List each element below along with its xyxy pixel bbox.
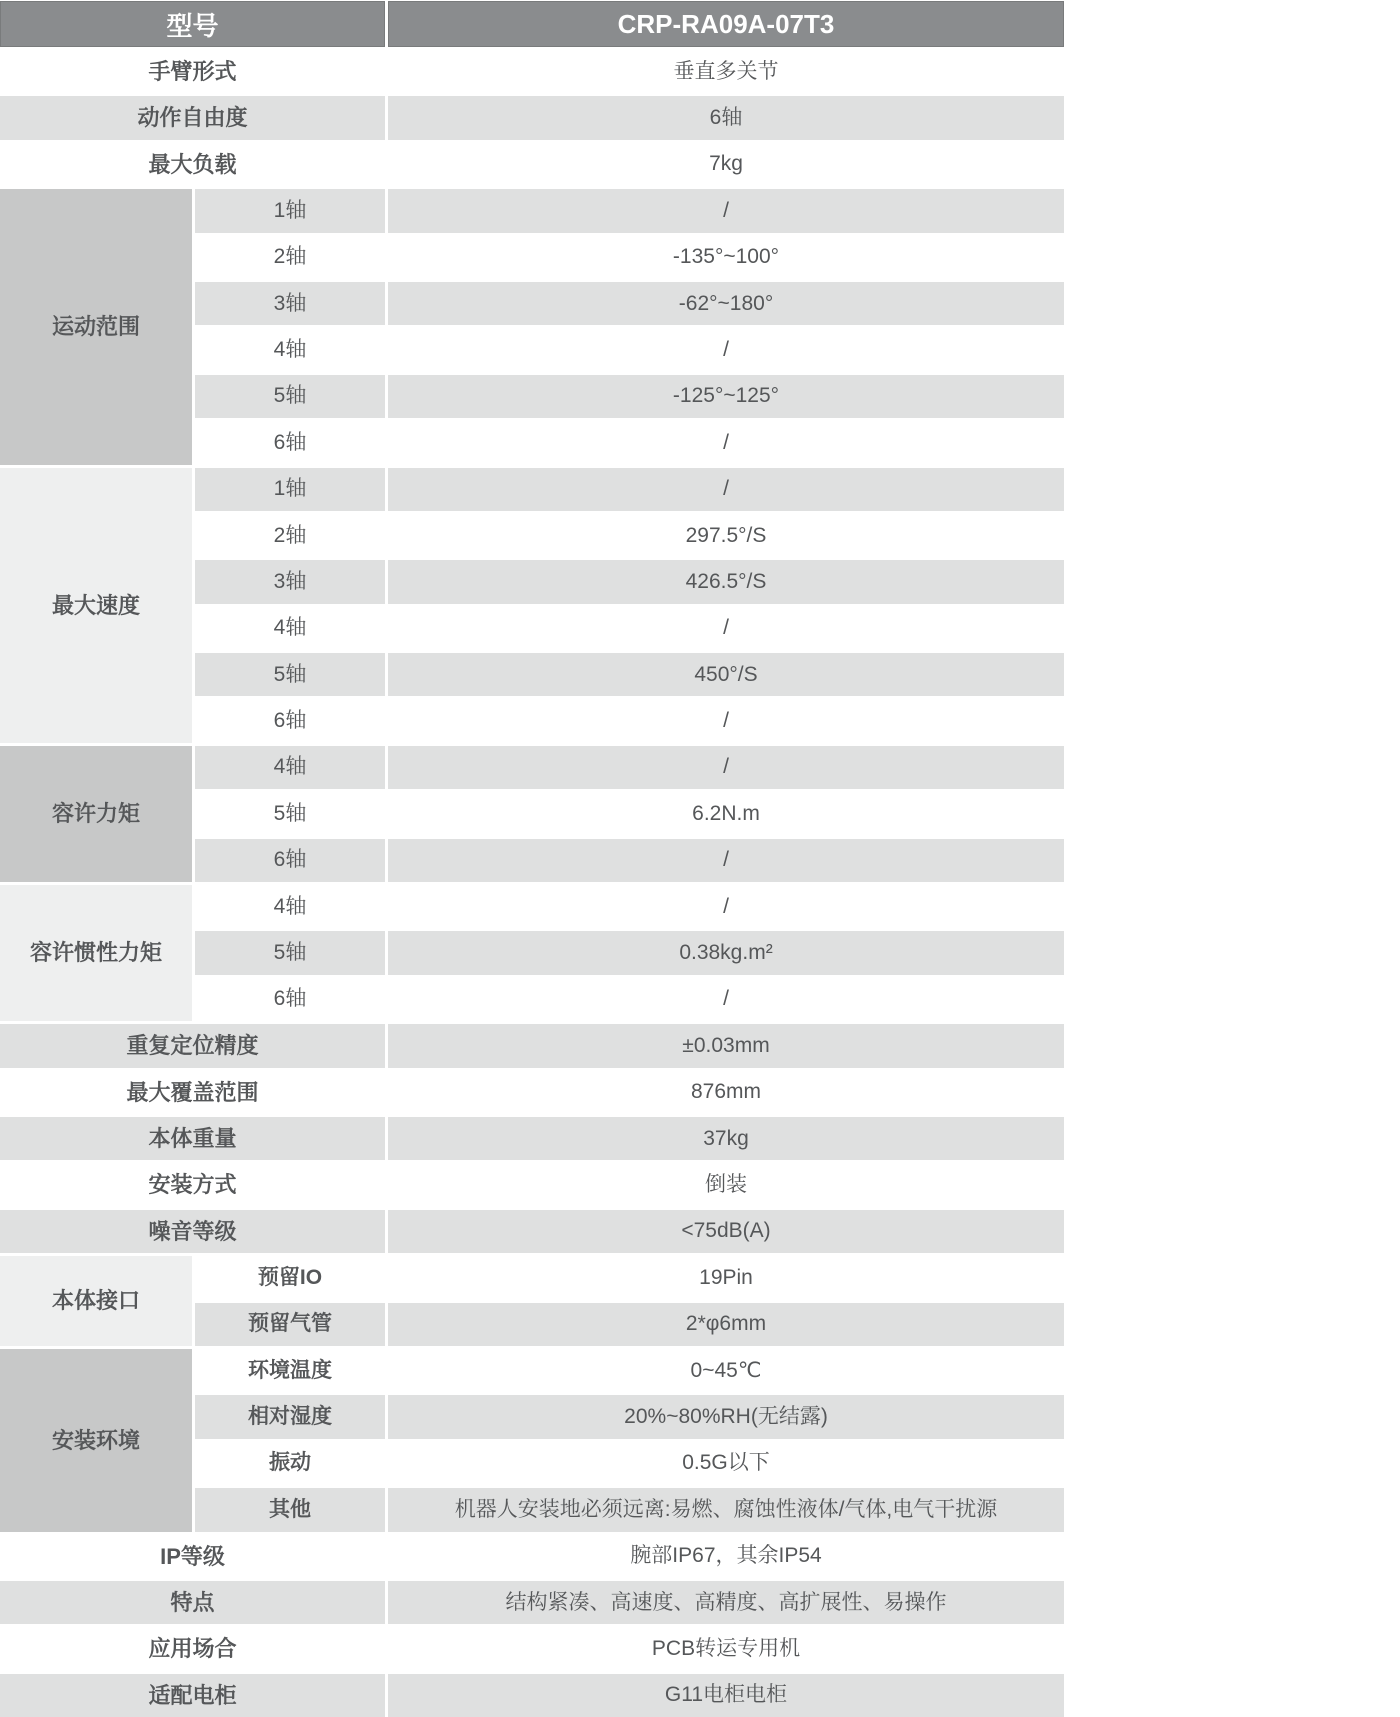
spec-value: -62°~180° <box>388 282 1064 325</box>
row-label: 重复定位精度 <box>0 1024 385 1067</box>
axis-label: 6轴 <box>195 839 385 882</box>
row-label: 手臂形式 <box>0 50 385 93</box>
axis-label: 2轴 <box>195 236 385 279</box>
table-header-row <box>0 1 1064 47</box>
spec-value: / <box>388 978 1064 1021</box>
table-section <box>0 189 1064 464</box>
table-row <box>0 143 1064 186</box>
spec-value: / <box>388 885 1064 928</box>
table-row <box>0 1071 1064 1114</box>
table-row <box>0 1581 1064 1624</box>
spec-value: / <box>388 746 1064 789</box>
spec-value: 结构紧凑、高速度、高精度、高扩展性、易操作 <box>388 1581 1064 1624</box>
axis-label: 5轴 <box>195 931 385 974</box>
model-header-label: 型号 <box>0 1 385 47</box>
sub-label: 振动 <box>195 1442 385 1485</box>
row-label: 应用场合 <box>0 1627 385 1670</box>
spec-value: ±0.03mm <box>388 1024 1064 1067</box>
axis-label: 2轴 <box>195 514 385 557</box>
section-label: 本体接口 <box>0 1256 192 1346</box>
table-row <box>0 1210 1064 1253</box>
axis-label: 1轴 <box>195 468 385 511</box>
sub-label: 预留气管 <box>195 1303 385 1346</box>
spec-value: 0.5G以下 <box>388 1442 1064 1485</box>
spec-value: 2*φ6mm <box>388 1303 1064 1346</box>
table-section <box>0 1349 1064 1532</box>
section-label: 运动范围 <box>0 189 192 464</box>
spec-value: 机器人安装地必须远离:易燃、腐蚀性液体/气体,电气干扰源 <box>388 1488 1064 1531</box>
spec-value: / <box>388 189 1064 232</box>
axis-label: 4轴 <box>195 746 385 789</box>
spec-value: 倒装 <box>388 1163 1064 1206</box>
spec-value: 0.38kg.m² <box>388 931 1064 974</box>
spec-value: / <box>388 421 1064 464</box>
axis-label: 5轴 <box>195 375 385 418</box>
axis-label: 6轴 <box>195 699 385 742</box>
spec-value: G11电柜电柜 <box>388 1674 1064 1717</box>
row-label: IP等级 <box>0 1535 385 1578</box>
axis-label: 5轴 <box>195 653 385 696</box>
table-section <box>0 885 1064 1021</box>
model-header-value: CRP-RA09A-07T3 <box>388 1 1064 47</box>
sub-label: 相对湿度 <box>195 1395 385 1438</box>
row-label: 适配电柜 <box>0 1674 385 1717</box>
table-row <box>0 1024 1064 1067</box>
spec-value: -135°~100° <box>388 236 1064 279</box>
table-section <box>0 746 1064 882</box>
row-label: 最大覆盖范围 <box>0 1071 385 1114</box>
spec-value: 297.5°/S <box>388 514 1064 557</box>
axis-label: 4轴 <box>195 607 385 650</box>
axis-label: 5轴 <box>195 792 385 835</box>
table-section <box>0 468 1064 743</box>
row-label: 安装方式 <box>0 1163 385 1206</box>
axis-label: 6轴 <box>195 978 385 1021</box>
spec-value: 450°/S <box>388 653 1064 696</box>
table-row <box>0 1627 1064 1670</box>
table-row <box>0 50 1064 93</box>
table-row <box>0 96 1064 139</box>
spec-value: -125°~125° <box>388 375 1064 418</box>
row-label: 噪音等级 <box>0 1210 385 1253</box>
axis-label: 3轴 <box>195 282 385 325</box>
spec-value: 19Pin <box>388 1256 1064 1299</box>
section-label: 最大速度 <box>0 468 192 743</box>
row-label: 特点 <box>0 1581 385 1624</box>
spec-value: / <box>388 839 1064 882</box>
section-label: 容许惯性力矩 <box>0 885 192 1021</box>
row-label: 最大负载 <box>0 143 385 186</box>
spec-value: 6轴 <box>388 96 1064 139</box>
spec-value: 37kg <box>388 1117 1064 1160</box>
spec-value: / <box>388 468 1064 511</box>
section-label: 容许力矩 <box>0 746 192 882</box>
spec-value: 6.2N.m <box>388 792 1064 835</box>
spec-value: 0~45℃ <box>388 1349 1064 1392</box>
axis-label: 1轴 <box>195 189 385 232</box>
spec-value: 垂直多关节 <box>388 50 1064 93</box>
spec-value: / <box>388 328 1064 371</box>
row-label: 本体重量 <box>0 1117 385 1160</box>
axis-label: 3轴 <box>195 560 385 603</box>
spec-value: PCB转运专用机 <box>388 1627 1064 1670</box>
spec-value: 7kg <box>388 143 1064 186</box>
spec-value: / <box>388 607 1064 650</box>
sub-label: 预留IO <box>195 1256 385 1299</box>
table-row <box>0 1163 1064 1206</box>
table-section <box>0 1256 1064 1346</box>
spec-value: / <box>388 699 1064 742</box>
axis-label: 4轴 <box>195 328 385 371</box>
axis-label: 6轴 <box>195 421 385 464</box>
spec-value: 20%~80%RH(无结露) <box>388 1395 1064 1438</box>
spec-value: 426.5°/S <box>388 560 1064 603</box>
table-row <box>0 1117 1064 1160</box>
spec-value: 876mm <box>388 1071 1064 1114</box>
sub-label: 环境温度 <box>195 1349 385 1392</box>
spec-value: 腕部IP67，其余IP54 <box>388 1535 1064 1578</box>
table-row <box>0 1674 1064 1717</box>
section-label: 安装环境 <box>0 1349 192 1532</box>
sub-label: 其他 <box>195 1488 385 1531</box>
axis-label: 4轴 <box>195 885 385 928</box>
row-label: 动作自由度 <box>0 96 385 139</box>
spec-value: <75dB(A) <box>388 1210 1064 1253</box>
table-row <box>0 1535 1064 1578</box>
